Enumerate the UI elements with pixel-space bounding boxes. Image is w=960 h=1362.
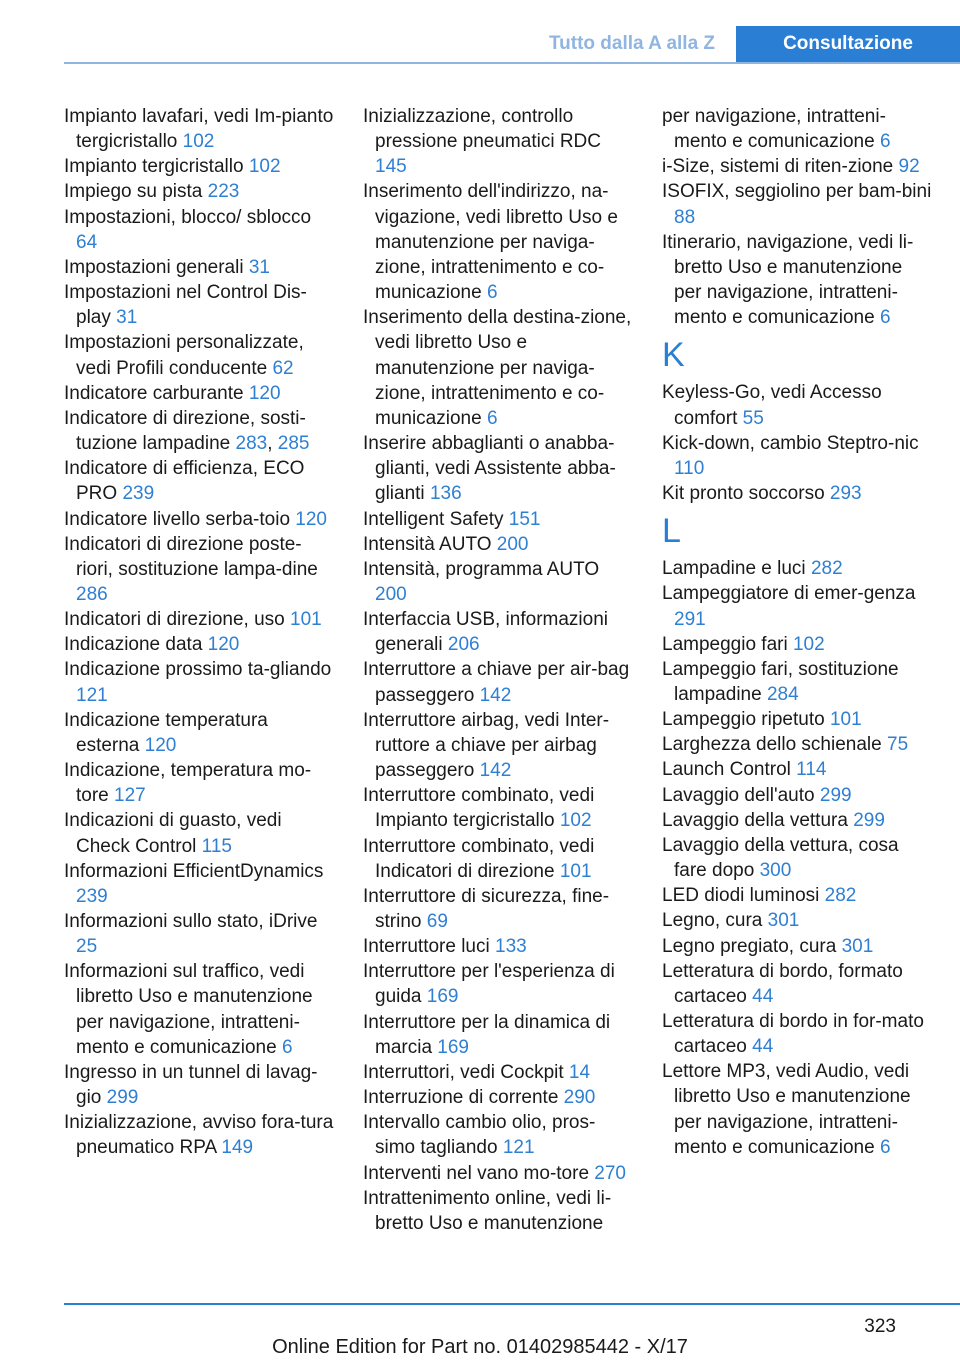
index-entry xyxy=(363,179,633,305)
index-entry xyxy=(662,154,932,179)
index-column-3 xyxy=(662,104,932,1160)
index-entry xyxy=(662,632,932,657)
index-entry xyxy=(363,305,633,431)
page-reference-link[interactable]: 290 xyxy=(563,1087,596,1109)
page-reference-link[interactable]: 142 xyxy=(479,684,512,706)
page-reference-link[interactable]: 282 xyxy=(824,885,857,907)
page-reference-link[interactable]: 25 xyxy=(76,936,98,958)
page-reference-link[interactable]: 300 xyxy=(759,860,792,882)
index-entry xyxy=(662,481,932,506)
index-entry-text: Interventi nel vano mo‐tore xyxy=(363,1162,590,1184)
index-entry xyxy=(662,959,932,1009)
page-reference-link[interactable]: 44 xyxy=(752,1036,774,1058)
header-rule xyxy=(64,62,960,64)
index-entry-text: Informazioni sullo stato, iDrive xyxy=(64,911,318,932)
page-reference-link[interactable]: 31 xyxy=(248,256,270,278)
index-entry xyxy=(363,532,633,557)
index-entry-text: Interruttore combinato, vedi Indicatori di direzione xyxy=(363,835,595,882)
index-entry xyxy=(363,934,633,959)
page-reference-link[interactable]: 200 xyxy=(375,583,407,605)
index-entry xyxy=(363,884,633,934)
index-entry xyxy=(363,783,633,833)
index-entry-text: Lavaggio della vettura, cosa fare dopo xyxy=(662,834,899,882)
page-reference-link[interactable]: 6 xyxy=(879,131,891,153)
page-reference-link[interactable]: 44 xyxy=(752,985,774,1007)
page-reference-link[interactable]: 115 xyxy=(201,835,232,857)
index-entry xyxy=(64,1060,334,1110)
index-entry-text: Interruttore luci xyxy=(363,936,490,958)
index-entry-text: Letteratura di bordo in for‐mato cartaceo xyxy=(662,1011,924,1058)
page-reference-link[interactable]: 101 xyxy=(559,860,592,882)
index-entry xyxy=(662,808,932,833)
index-entry-text: Impianto lavafari, vedi Im‐pianto tergicristallo xyxy=(64,106,334,153)
page-reference-link[interactable]: 200 xyxy=(496,533,529,555)
page-reference-link[interactable]: 299 xyxy=(819,784,852,806)
page-reference-link[interactable]: 299 xyxy=(106,1087,139,1109)
page-reference-link[interactable]: 101 xyxy=(290,609,322,631)
index-entry-text: Lampeggiatore di emer‐genza xyxy=(662,583,916,605)
index-entry xyxy=(662,104,932,154)
index-entry-text: Indicazione temperatura esterna xyxy=(64,709,268,756)
index-entry-text: LED diodi luminosi xyxy=(662,885,820,907)
index-entry-text: Letteratura di bordo, formato cartaceo xyxy=(662,960,903,1007)
index-entry-text: Interruttore airbag, vedi Inter‐ruttore a chiave per airbag passeggero xyxy=(363,709,610,782)
index-entry xyxy=(662,230,932,331)
page-reference-link[interactable]: 151 xyxy=(508,508,541,530)
index-entry-text: Inizializzazione, avviso fora‐tura pneumatico RPA xyxy=(64,1112,334,1159)
page-reference-link[interactable]: 14 xyxy=(568,1061,591,1083)
index-entry-text: Ingresso in un tunnel di lavag‐gio xyxy=(64,1061,318,1109)
index-entry xyxy=(662,380,932,430)
page-reference-link[interactable]: 120 xyxy=(248,382,281,404)
index-entry xyxy=(662,657,932,707)
page-reference-link[interactable]: 301 xyxy=(767,910,800,932)
index-letter-heading: K xyxy=(662,336,685,375)
index-entry xyxy=(662,431,932,481)
index-entry-text: Larghezza dello schienale xyxy=(662,734,882,756)
index-entry-text: Interruttore per l'esperienza di guida xyxy=(363,961,615,1008)
page-reference-link[interactable]: 6 xyxy=(486,282,498,304)
index-entry xyxy=(662,908,932,933)
page-reference-link[interactable]: 101 xyxy=(829,709,862,731)
index-entry-text: Launch Control xyxy=(662,759,791,781)
index-entry-text: Interruttore combinato, vedi Impianto tergicristallo xyxy=(363,785,595,832)
page-reference-link[interactable]: 282 xyxy=(810,558,843,580)
index-entry xyxy=(64,632,334,657)
index-entry xyxy=(64,758,334,808)
index-entry xyxy=(363,657,633,707)
index-entry-text: Interruttore per la dinamica di marcia xyxy=(363,1011,611,1058)
index-entry-text: Intensità AUTO xyxy=(363,533,492,555)
index-entry xyxy=(662,1009,932,1059)
index-entry-text: Intrattenimento online, vedi li‐bretto Uso e manutenzione xyxy=(363,1187,612,1234)
page-reference-link[interactable]: 286 xyxy=(76,583,108,605)
page-reference-link[interactable]: 206 xyxy=(447,634,480,656)
index-column-2 xyxy=(363,104,633,1236)
page-reference-link[interactable]: 121 xyxy=(76,684,108,706)
index-entry xyxy=(363,1161,633,1186)
index-entry xyxy=(662,1059,932,1160)
index-entry-text: Lavaggio dell'auto xyxy=(662,784,815,806)
page-reference-link[interactable]: 169 xyxy=(426,986,459,1008)
index-entry-text: Interruttore a chiave per air‐bag passeggero xyxy=(363,659,630,706)
index-entry xyxy=(662,556,932,581)
index-entry-text: Impianto tergicristallo xyxy=(64,156,244,178)
index-entry-text: Impostazioni, blocco/ sblocco xyxy=(64,206,312,228)
index-entry-text: Indicatore carburante xyxy=(64,382,244,404)
page-reference-link[interactable]: 6 xyxy=(879,1136,891,1158)
index-entry xyxy=(64,859,334,909)
page-reference-link[interactable]: 283 xyxy=(235,433,268,455)
index-entry xyxy=(64,330,334,380)
index-entry xyxy=(64,808,334,858)
index-entry-text: Informazioni sul traffico, vedi libretto Uso e manutenzione per navigazione, intratteni‐mento e comunicazione xyxy=(64,961,313,1058)
index-entry xyxy=(363,1110,633,1160)
index-entry-text: Indicatore di efficienza, ECO PRO xyxy=(64,458,305,505)
page-reference-link[interactable]: 301 xyxy=(841,935,874,957)
index-entry xyxy=(662,934,932,959)
page-reference-link[interactable]: 6 xyxy=(879,307,891,329)
page-reference-link[interactable]: 88 xyxy=(674,206,696,228)
page-reference-link[interactable]: 169 xyxy=(437,1036,469,1058)
index-entry-text: Kick-down, cambio Steptro‐nic xyxy=(662,432,919,454)
page-reference-link[interactable]: 285 xyxy=(277,433,310,455)
index-entry-text: Legno, cura xyxy=(662,910,763,932)
index-entry xyxy=(662,707,932,732)
page-reference-link[interactable]: 55 xyxy=(742,407,764,429)
index-entry-text: Indicatori di direzione poste‐riori, sostituzione lampa‐dine xyxy=(64,533,318,580)
index-entry-text: Indicatori di direzione, uso xyxy=(64,609,285,631)
index-entry xyxy=(363,1010,633,1060)
index-entry-text: Lampadine e luci xyxy=(662,558,806,580)
page-reference-link[interactable]: 102 xyxy=(792,633,825,655)
index-entry-text: Inserimento della destina‐zione, vedi libretto Uso e manutenzione per naviga‐zione, intrattenimento e co‐municazione xyxy=(363,307,632,429)
page-reference-link[interactable]: 120 xyxy=(207,634,240,656)
index-entry xyxy=(662,783,932,808)
index-entry-text: Interruzione di corrente xyxy=(363,1087,559,1109)
index-entry xyxy=(64,280,334,330)
running-header-tab: Consultazione xyxy=(736,26,960,64)
page-reference-link[interactable]: 239 xyxy=(76,885,108,907)
page-reference-link[interactable]: 133 xyxy=(495,936,527,958)
index-entry-text: Lampeggio fari xyxy=(662,633,788,655)
index-entry-text: Impostazioni generali xyxy=(64,256,244,278)
index-entry xyxy=(363,1060,633,1085)
index-entry xyxy=(363,1085,633,1110)
index-entry-text: Informazioni EfficientDynamics xyxy=(64,860,324,882)
index-entry-text: Impiego su pista xyxy=(64,181,203,203)
index-entry xyxy=(64,456,334,506)
index-entry-text: Inizializzazione, controllo pressione pneumatici RDC xyxy=(363,106,601,153)
page-reference-link[interactable]: 142 xyxy=(479,760,512,782)
index-entry-text: Itinerario, navigazione, vedi li‐bretto Uso e manutenzione per navigazione, intratteni‐mento e comunicazione xyxy=(662,231,914,329)
page-reference-link[interactable]: 299 xyxy=(853,809,885,831)
page-reference-link[interactable]: 69 xyxy=(426,911,448,932)
index-entry xyxy=(363,104,633,179)
index-entry-text: Indicazioni di guasto, vedi Check Control xyxy=(64,810,282,857)
index-entry xyxy=(363,1186,633,1236)
index-entry xyxy=(363,959,633,1009)
page-reference-link[interactable]: 149 xyxy=(221,1137,254,1159)
page-reference-link[interactable]: 284 xyxy=(766,683,799,705)
index-entry-text: Inserire abbaglianti o anabba‐glianti, vedi Assistente abba‐glianti xyxy=(363,433,616,505)
index-entry xyxy=(363,834,633,884)
index-entry-text: Lampeggio fari, sostituzione lampadine xyxy=(662,658,899,705)
index-entry xyxy=(662,833,932,883)
page-reference-link[interactable]: 6 xyxy=(281,1036,293,1058)
index-entry-text: Legno pregiato, cura xyxy=(662,935,837,957)
page-reference-link[interactable]: 102 xyxy=(248,156,281,178)
index-entry xyxy=(662,757,932,782)
index-entry-text: Inserimento dell'indirizzo, na‐vigazione, vedi libretto Uso e manutenzione per naviga‐zione, intrattenimento e co‐municazione xyxy=(363,181,618,304)
index-entry-text: per navigazione, intratteni‐mento e comunicazione xyxy=(662,106,886,153)
index-entry xyxy=(64,104,334,154)
index-entry-text: Interfaccia USB, informazioni generali xyxy=(363,609,608,656)
index-entry xyxy=(64,708,334,758)
index-entry xyxy=(662,883,932,908)
index-entry-text: Keyless-Go, vedi Accesso comfort xyxy=(662,382,882,429)
page-reference-link[interactable]: 121 xyxy=(502,1137,535,1159)
index-entry xyxy=(64,532,334,607)
index-entry xyxy=(64,959,334,1060)
index-entry xyxy=(662,581,932,631)
page-reference-link[interactable]: 110 xyxy=(674,457,705,479)
page-reference-link[interactable]: 6 xyxy=(486,407,498,429)
edition-footer: Online Edition for Part no. 01402985442 - X/17 xyxy=(272,1336,688,1358)
index-column-1 xyxy=(64,104,334,1161)
index-entry: Indicatore di direzione, sosti‐tuzione lampadine 283, 285 xyxy=(64,407,310,455)
index-entry-text: Interruttore di sicurezza, fine‐strino xyxy=(363,885,610,932)
page-reference-link[interactable]: 127 xyxy=(114,785,146,807)
index-entry-text: Impostazioni personalizzate, vedi Profili conducente xyxy=(64,332,304,379)
index-entry-text: Indicazione, temperatura mo‐tore xyxy=(64,760,312,807)
index-entry-text: Indicazione data xyxy=(64,634,203,656)
page-reference-link[interactable]: 291 xyxy=(674,608,706,630)
index-entry xyxy=(64,657,334,707)
footer-rule xyxy=(64,1303,960,1305)
index-entry-text: Lettore MP3, vedi Audio, vedi libretto Uso e manutenzione per navigazione, intratteni‐mento e comunicazione xyxy=(662,1061,911,1158)
page-reference-link[interactable]: 293 xyxy=(829,483,862,505)
index-entry xyxy=(64,205,334,255)
index-entry xyxy=(64,154,334,179)
index-entry-text: Lampeggio ripetuto xyxy=(662,709,825,731)
page-reference-link[interactable]: 120 xyxy=(295,508,327,530)
index-entry-text: Indicatore livello serba‐toio xyxy=(64,508,291,530)
index-entry-text: Impostazioni nel Control Dis‐play xyxy=(64,282,307,329)
page-reference-link[interactable]: 31 xyxy=(116,307,138,329)
index-entry xyxy=(64,507,334,532)
page-reference-link[interactable]: 270 xyxy=(594,1162,626,1184)
page-number: 323 xyxy=(864,1316,896,1337)
index-entry-text: Intervallo cambio olio, pros‐simo tagliando xyxy=(363,1112,596,1159)
index-entry xyxy=(363,607,633,657)
index-entry xyxy=(363,557,633,607)
page-reference-link[interactable]: 114 xyxy=(796,759,827,781)
index-entry-text: i-Size, sistemi di riten‐zione xyxy=(662,156,894,178)
page-reference-link[interactable]: 223 xyxy=(207,181,240,203)
index-entry xyxy=(662,179,932,229)
index-entry-text: ISOFIX, seggiolino per bam‐bini xyxy=(662,181,932,203)
page-reference-link[interactable]: 239 xyxy=(122,483,155,505)
index-entry-text: Kit pronto soccorso xyxy=(662,483,825,505)
page-reference-link[interactable]: 102 xyxy=(559,810,592,832)
index-entry xyxy=(363,507,633,532)
index-entry xyxy=(64,381,334,406)
index-letter-heading: L xyxy=(662,512,681,551)
page-reference-link[interactable]: 145 xyxy=(375,156,407,178)
index-entry xyxy=(64,909,334,959)
index-entry xyxy=(64,1110,334,1160)
index-entry-text: Intelligent Safety xyxy=(363,508,504,530)
page-reference-link[interactable]: 92 xyxy=(898,156,920,178)
page-reference-link[interactable]: 75 xyxy=(887,734,909,756)
index-entry-text: Indicazione prossimo ta‐gliando xyxy=(64,659,332,681)
index-entry xyxy=(64,255,334,280)
index-entry-text: Indicatore di direzione, sosti‐tuzione lampadine xyxy=(64,407,306,455)
index-entry xyxy=(64,179,334,204)
index-entry xyxy=(64,607,334,632)
page-reference-link[interactable]: 62 xyxy=(272,357,294,379)
index-entry xyxy=(662,732,932,757)
index-entry-text: Lavaggio della vettura xyxy=(662,809,848,831)
index-entry-text: Interruttori, vedi Cockpit xyxy=(363,1061,564,1083)
index-entry xyxy=(363,431,633,506)
page-reference-link[interactable]: 102 xyxy=(182,131,215,153)
index-entry xyxy=(363,708,633,783)
page-reference-link[interactable]: 120 xyxy=(144,734,177,756)
page-reference-link[interactable]: 64 xyxy=(76,231,98,253)
running-header-section: Tutto dalla A alla Z xyxy=(548,33,716,54)
page-reference-link[interactable]: 136 xyxy=(429,483,462,505)
index-entry-text: Intensità, programma AUTO xyxy=(363,558,600,580)
